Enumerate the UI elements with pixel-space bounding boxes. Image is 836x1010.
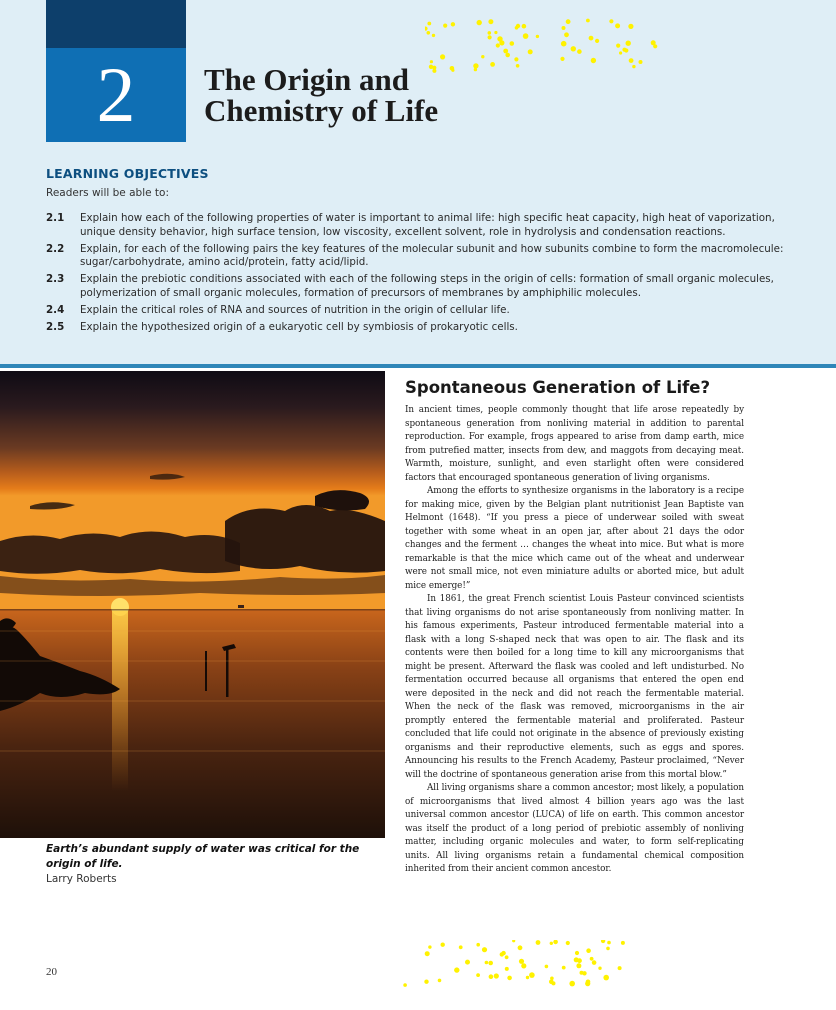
body-paragraph: In 1861, the great French scientist Louis Pasteur convinced scientists that living organisms do not arise spontaneously from nonliving matter. In his famous experiments, Pasteur introduced fermentable material into a flask with a long S-shaped neck that was open to air. The flask and its contents were then boiled for a long time to kill any microorganisms that might be present. Afterward the flask was cooled and left undisturbed. No fermentation occurred because all organisms that entered the open end were deposited in the neck and did not reach the fermentable material. When the neck of the flask was removed, microorganisms in the air promptly entered the fermentable material and proliferated. Pasteur concluded that life could not originate in the absence of previously existing organisms and their reproductive elements, such as eggs and spores. Announcing his results to the French Academy, Pasteur proclaimed, “Never will the doctrine of spontaneous generation arise from this mortal blow.” xyxy=(405,594,744,780)
decorative-dot xyxy=(566,941,570,945)
decorative-dot xyxy=(607,941,611,945)
decorative-dot xyxy=(536,940,541,945)
decorative-dot xyxy=(603,975,609,981)
decorative-dot xyxy=(618,966,622,970)
decorative-dot xyxy=(595,39,599,43)
decorative-dot xyxy=(488,19,493,24)
decorative-dot xyxy=(490,62,495,67)
objective-item xyxy=(46,321,786,335)
decorative-dot xyxy=(425,951,430,956)
decorative-dot xyxy=(577,958,582,963)
decorative-dot xyxy=(429,65,433,69)
decorative-dot xyxy=(512,940,515,942)
decorative-dot xyxy=(553,940,558,944)
decorative-dot xyxy=(488,35,492,39)
objective-item xyxy=(46,273,786,300)
decorative-dot xyxy=(488,961,493,966)
decorative-dot xyxy=(477,20,482,25)
decorative-dot xyxy=(550,942,553,945)
page-number: 20 xyxy=(46,966,57,978)
decorative-dot xyxy=(476,973,480,977)
decorative-dot xyxy=(561,41,567,47)
decorative-dots-top xyxy=(425,16,665,76)
decorative-dot xyxy=(428,945,431,948)
decorative-dot xyxy=(459,945,463,949)
decorative-dot xyxy=(550,977,554,981)
decorative-dot xyxy=(571,46,576,51)
decorative-dot xyxy=(516,64,520,68)
decorative-dot xyxy=(624,48,628,52)
body-paragraph: Among the efforts to synthesize organisms in the laboratory is a recipe for making mice, given by the Belgian plant nutritionist Jean Baptiste van Helmont (1648). “If you press a piece of underwear soiled with sweat together with some wheat in an open jar, after about 21 days the odor changes and the ferment … changes the wheat into mice. But what is more remarkable is that the mice which came out of the wheat and underwear were not small mice, not even miniature adults or aborted mice, but adult mice emerge!” xyxy=(405,486,744,591)
decorative-dot xyxy=(507,976,512,981)
decorative-dot xyxy=(432,34,435,37)
decorative-dot xyxy=(440,54,445,59)
chapter-number-box-top xyxy=(46,0,186,48)
header-divider xyxy=(0,364,836,368)
decorative-dot xyxy=(521,963,526,968)
decorative-dot xyxy=(586,948,591,953)
section-body xyxy=(405,404,744,877)
decorative-dot xyxy=(497,36,502,41)
decorative-dot xyxy=(562,26,566,30)
decorative-dot xyxy=(496,43,500,47)
chapter-number: 2 xyxy=(96,51,136,138)
decorative-dot xyxy=(474,68,477,71)
decorative-dot xyxy=(438,979,442,983)
decorative-dot xyxy=(454,967,459,972)
figure-caption xyxy=(46,842,376,887)
objective-text: Explain the hypothesized origin of a eukaryotic cell by symbiosis of prokaryotic cells. xyxy=(80,320,518,333)
section-title: Spontaneous Generation of Life? xyxy=(405,378,711,397)
decorative-dot xyxy=(403,983,407,987)
decorative-dot xyxy=(427,31,431,35)
decorative-dot xyxy=(450,66,455,71)
decorative-dot xyxy=(632,65,635,68)
objective-text: Explain how each of the following properties of water is important to animal life: high specific heat capacity, high heat of vaporization, unique density behavior, high surface tension, low viscosity, excellent solvent, role in hydrolysis and condensation reactions. xyxy=(80,212,775,238)
objective-item xyxy=(46,212,786,239)
decorative-dot xyxy=(549,980,554,985)
decorative-dot xyxy=(606,947,610,951)
decorative-dot xyxy=(522,24,527,29)
decorative-dot xyxy=(582,971,586,975)
decorative-dot xyxy=(589,36,594,41)
decorative-dot xyxy=(564,32,569,37)
sunset-photo xyxy=(0,371,385,838)
decorative-dot xyxy=(628,24,633,29)
objective-number: 2.3 xyxy=(46,273,65,285)
decorative-dot xyxy=(576,963,581,968)
decorative-dot xyxy=(629,58,634,63)
decorative-dot xyxy=(510,41,515,46)
decorative-dot xyxy=(427,22,431,26)
decorative-dot xyxy=(485,961,489,965)
decorative-dot xyxy=(488,31,492,35)
decorative-dot xyxy=(476,943,480,947)
decorative-dot xyxy=(562,966,566,970)
decorative-dot xyxy=(586,19,590,23)
decorative-dot xyxy=(545,965,549,969)
decorative-dot xyxy=(585,981,590,986)
decorative-dot xyxy=(494,31,497,34)
objective-text: Explain, for each of the following pairs the key features of the molecular subunit and how subunits combine to form the macromolecule: sugar/carbohydrate, amino acid/protein, fatty acid/lipid. xyxy=(80,242,784,268)
decorative-dot xyxy=(430,60,433,63)
decorative-dot xyxy=(569,981,575,987)
decorative-dot xyxy=(590,957,594,961)
objective-text: Explain the prebiotic conditions associated with each of the following steps in the origin of cells: formation of small organic molecules, polymerization of small organic molecules, formation of precursors of membranes by amphiphilic molecules. xyxy=(80,273,774,299)
chapter-title-line1: The Origin and xyxy=(204,62,409,97)
decorative-dot xyxy=(528,49,533,54)
decorative-dot xyxy=(536,35,539,38)
decorative-dot xyxy=(598,967,601,970)
decorative-dot xyxy=(616,44,620,48)
decorative-dot xyxy=(451,22,455,26)
objective-number: 2.5 xyxy=(46,320,65,333)
objective-item xyxy=(46,304,786,318)
decorative-dot xyxy=(575,951,579,955)
photo-credit: Larry Roberts xyxy=(46,873,117,885)
objective-number: 2.2 xyxy=(46,242,65,255)
decorative-dot xyxy=(514,57,518,61)
decorative-dot xyxy=(577,49,582,54)
decorative-dot xyxy=(501,951,505,955)
objective-item xyxy=(46,243,786,270)
decorative-dot xyxy=(526,976,529,979)
decorative-dot xyxy=(653,44,657,48)
decorative-dot xyxy=(425,27,428,31)
decorative-dot xyxy=(489,974,494,979)
decorative-dot xyxy=(621,941,625,945)
decorative-dot xyxy=(424,980,428,984)
decorative-dot xyxy=(465,960,470,965)
decorative-dot xyxy=(519,959,524,964)
learning-objectives-intro: Readers will be able to: xyxy=(46,187,170,199)
learning-objectives-list xyxy=(46,212,786,338)
decorative-dot xyxy=(560,57,564,61)
decorative-dot xyxy=(441,943,445,947)
chapter-title-line2: Chemistry of Life xyxy=(204,93,439,128)
objective-text: Explain the critical roles of RNA and sources of nutrition in the origin of cellular life. xyxy=(80,303,510,316)
decorative-dot xyxy=(505,967,509,971)
decorative-dot xyxy=(473,63,478,68)
decorative-dot xyxy=(566,19,571,24)
decorative-dot xyxy=(639,60,643,64)
body-paragraph: In ancient times, people commonly thought that life arose repeatedly by spontaneous generation from nonliving material in addition to parental reproduction. For example, frogs appeared to arise from damp earth, mice from putrefied matter, insects from dew, and maggots from decaying meat. Warmth, moisture, sunlight, and even starlight often were considered factors that encouraged spontaneous generation of living organisms. xyxy=(405,405,744,483)
decorative-dot xyxy=(443,24,447,28)
learning-objectives-heading: LEARNING OBJECTIVES xyxy=(46,166,209,181)
decorative-dots-bottom xyxy=(398,940,638,990)
decorative-dot xyxy=(482,947,487,952)
decorative-dot xyxy=(591,58,596,63)
decorative-dot xyxy=(592,960,597,965)
decorative-dot xyxy=(505,53,510,58)
decorative-dot xyxy=(515,26,519,30)
decorative-dot xyxy=(518,945,523,950)
objective-number: 2.4 xyxy=(46,303,65,316)
decorative-dot xyxy=(626,41,631,46)
objective-number: 2.1 xyxy=(46,212,65,224)
decorative-dot xyxy=(494,973,499,978)
decorative-dot xyxy=(529,972,535,978)
caption-text: Earth’s abundant supply of water was critical for the origin of life. xyxy=(46,843,360,870)
decorative-dot xyxy=(615,23,620,28)
body-paragraph: All living organisms share a common ancestor; most likely, a population of microorganisms that lived almost 4 billion years ago was the last universal common ancestor (LUCA) of life on earth. This common ancestor was itself the product of a long period of prebiotic assembly of nonliving matter, including organic molecules and water, to form self-replicating units. All living organisms retain a fundamental chemical composition inherited from their ancient common ancestor. xyxy=(405,783,744,874)
decorative-dot xyxy=(619,51,622,54)
decorative-dot xyxy=(503,49,508,54)
decorative-dot xyxy=(601,940,605,943)
decorative-dot xyxy=(609,19,613,23)
decorative-dot xyxy=(523,33,529,39)
decorative-dot xyxy=(505,955,509,959)
decorative-dot xyxy=(481,55,484,58)
